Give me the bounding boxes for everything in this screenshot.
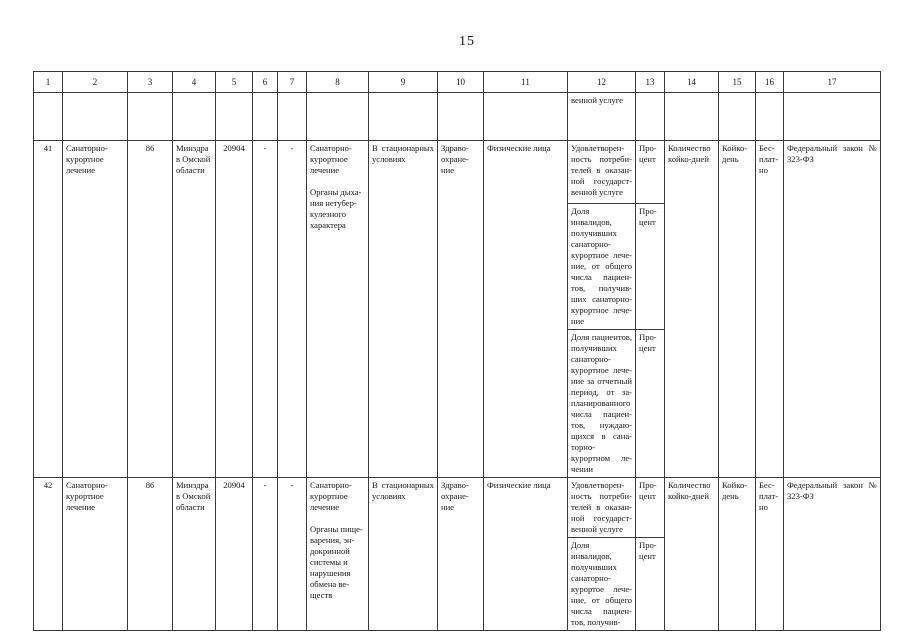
service-name-cell xyxy=(307,141,369,478)
col-header-3: 3 xyxy=(128,72,173,93)
empty-cell xyxy=(369,93,438,141)
empty-cell xyxy=(128,93,173,141)
dash-cell: - xyxy=(253,141,278,478)
volume-unit: Койко-день xyxy=(719,478,756,631)
col-header-10: 10 xyxy=(438,72,484,93)
table-row-41 xyxy=(34,141,881,204)
quality-indicator-unit: Про-цент xyxy=(636,204,665,330)
empty-cell xyxy=(719,93,756,141)
col-header-6: 6 xyxy=(253,72,278,93)
empty-cell xyxy=(216,93,253,141)
col-header-8: 8 xyxy=(307,72,369,93)
service-conditions: В стационарных условиях xyxy=(369,478,438,631)
carryover-indicator-text: венной услуге xyxy=(568,93,636,141)
empty-cell xyxy=(173,93,216,141)
col-header-14: 14 xyxy=(665,72,719,93)
service-name: Санаторно-курортное лечение xyxy=(310,143,352,175)
registry-code: 20904 xyxy=(216,141,253,478)
empty-cell xyxy=(34,93,63,141)
empty-cell xyxy=(636,93,665,141)
quality-indicator-unit: Про-цент xyxy=(636,141,665,204)
col-header-9: 9 xyxy=(369,72,438,93)
dash-cell: - xyxy=(253,478,278,631)
registry-code: 20904 xyxy=(216,478,253,631)
legal-basis: Федеральный закон № 323-ФЗ xyxy=(784,478,881,631)
col-header-5: 5 xyxy=(216,72,253,93)
dash-cell: - xyxy=(278,141,307,478)
row-number: 42 xyxy=(34,478,63,631)
col-header-1: 1 xyxy=(34,72,63,93)
col-header-17: 17 xyxy=(784,72,881,93)
service-name: Санаторно-курортное лечение xyxy=(310,480,352,512)
row-number: 41 xyxy=(34,141,63,478)
page-number: 15 xyxy=(459,34,475,49)
col-header-2: 2 xyxy=(63,72,128,93)
quality-indicator-name: Удовлетворен-ность потреби-телей в оказан-ной государст-венной услуге xyxy=(568,478,636,538)
quality-indicator-name: Удовлетворен-ность потреби-телей в оказан-ной государст-венной услуге xyxy=(568,141,636,204)
empty-cell xyxy=(756,93,784,141)
dash-cell: - xyxy=(278,478,307,631)
empty-cell xyxy=(484,93,568,141)
col-header-16: 16 xyxy=(756,72,784,93)
col-header-15: 15 xyxy=(719,72,756,93)
authority: Минздрав Омской области xyxy=(173,141,216,478)
service-name-cell xyxy=(307,478,369,631)
volume-indicator: Количество койко-дней xyxy=(665,141,719,478)
empty-cell xyxy=(253,93,278,141)
col-header-12: 12 xyxy=(568,72,636,93)
service-group: Санаторно-курортное лечение xyxy=(63,141,128,478)
quality-indicator-unit: Про-цент xyxy=(636,538,665,631)
empty-cell xyxy=(63,93,128,141)
authority: Минздрав Омской области xyxy=(173,478,216,631)
consumers: Физические лица xyxy=(484,478,568,631)
sector: Здраво-охране-ние xyxy=(438,478,484,631)
service-group: Санаторно-курортное лечение xyxy=(63,478,128,631)
col-header-13: 13 xyxy=(636,72,665,93)
table-row-42 xyxy=(34,478,881,538)
okved-code: 86 xyxy=(128,141,173,478)
quality-indicator-unit: Про-цент xyxy=(636,330,665,478)
col-header-11: 11 xyxy=(484,72,568,93)
service-conditions: В стационарных условиях xyxy=(369,141,438,478)
empty-cell xyxy=(307,93,369,141)
col-header-7: 7 xyxy=(278,72,307,93)
column-number-row xyxy=(34,72,881,93)
quality-indicator-unit: Про-цент xyxy=(636,478,665,538)
consumers: Физические лица xyxy=(484,141,568,478)
service-detail: Органы пище-варения, эн-докринной системы и нарушения обмена ве-ществ xyxy=(310,524,363,600)
payment-type: Бес-плат-но xyxy=(756,141,784,478)
empty-cell xyxy=(784,93,881,141)
empty-cell xyxy=(438,93,484,141)
payment-type: Бес-плат-но xyxy=(756,478,784,631)
okved-code: 86 xyxy=(128,478,173,631)
volume-indicator: Количество койко-дней xyxy=(665,478,719,631)
sector: Здраво-охране-ние xyxy=(438,141,484,478)
quality-indicator-name: Доля пациентов, получивших санаторно-курортное лече-ние за отчетный период, от за-планированного числа пациен-тов, нуждаю-щихся в сана-торно-курортном ле-чении xyxy=(568,330,636,478)
quality-indicator-name: Доля инвалидов, получивших санаторно-курортное лече-ние, от общего числа пациен-тов, получив-ших санаторно-курортное лече-ние xyxy=(568,204,636,330)
service-detail: Органы дыха-ния нетубер-кулезного характера xyxy=(310,187,362,230)
legal-basis: Федеральный закон № 323-ФЗ xyxy=(784,141,881,478)
carryover-row xyxy=(34,93,881,141)
empty-cell xyxy=(665,93,719,141)
services-registry-table xyxy=(33,71,881,631)
empty-cell xyxy=(278,93,307,141)
quality-indicator-name: Доля инвалидов, получивших санаторно-курортое лече-ние, от общего числа пациен-тов, получив- xyxy=(568,538,636,631)
volume-unit: Койко-день xyxy=(719,141,756,478)
col-header-4: 4 xyxy=(173,72,216,93)
